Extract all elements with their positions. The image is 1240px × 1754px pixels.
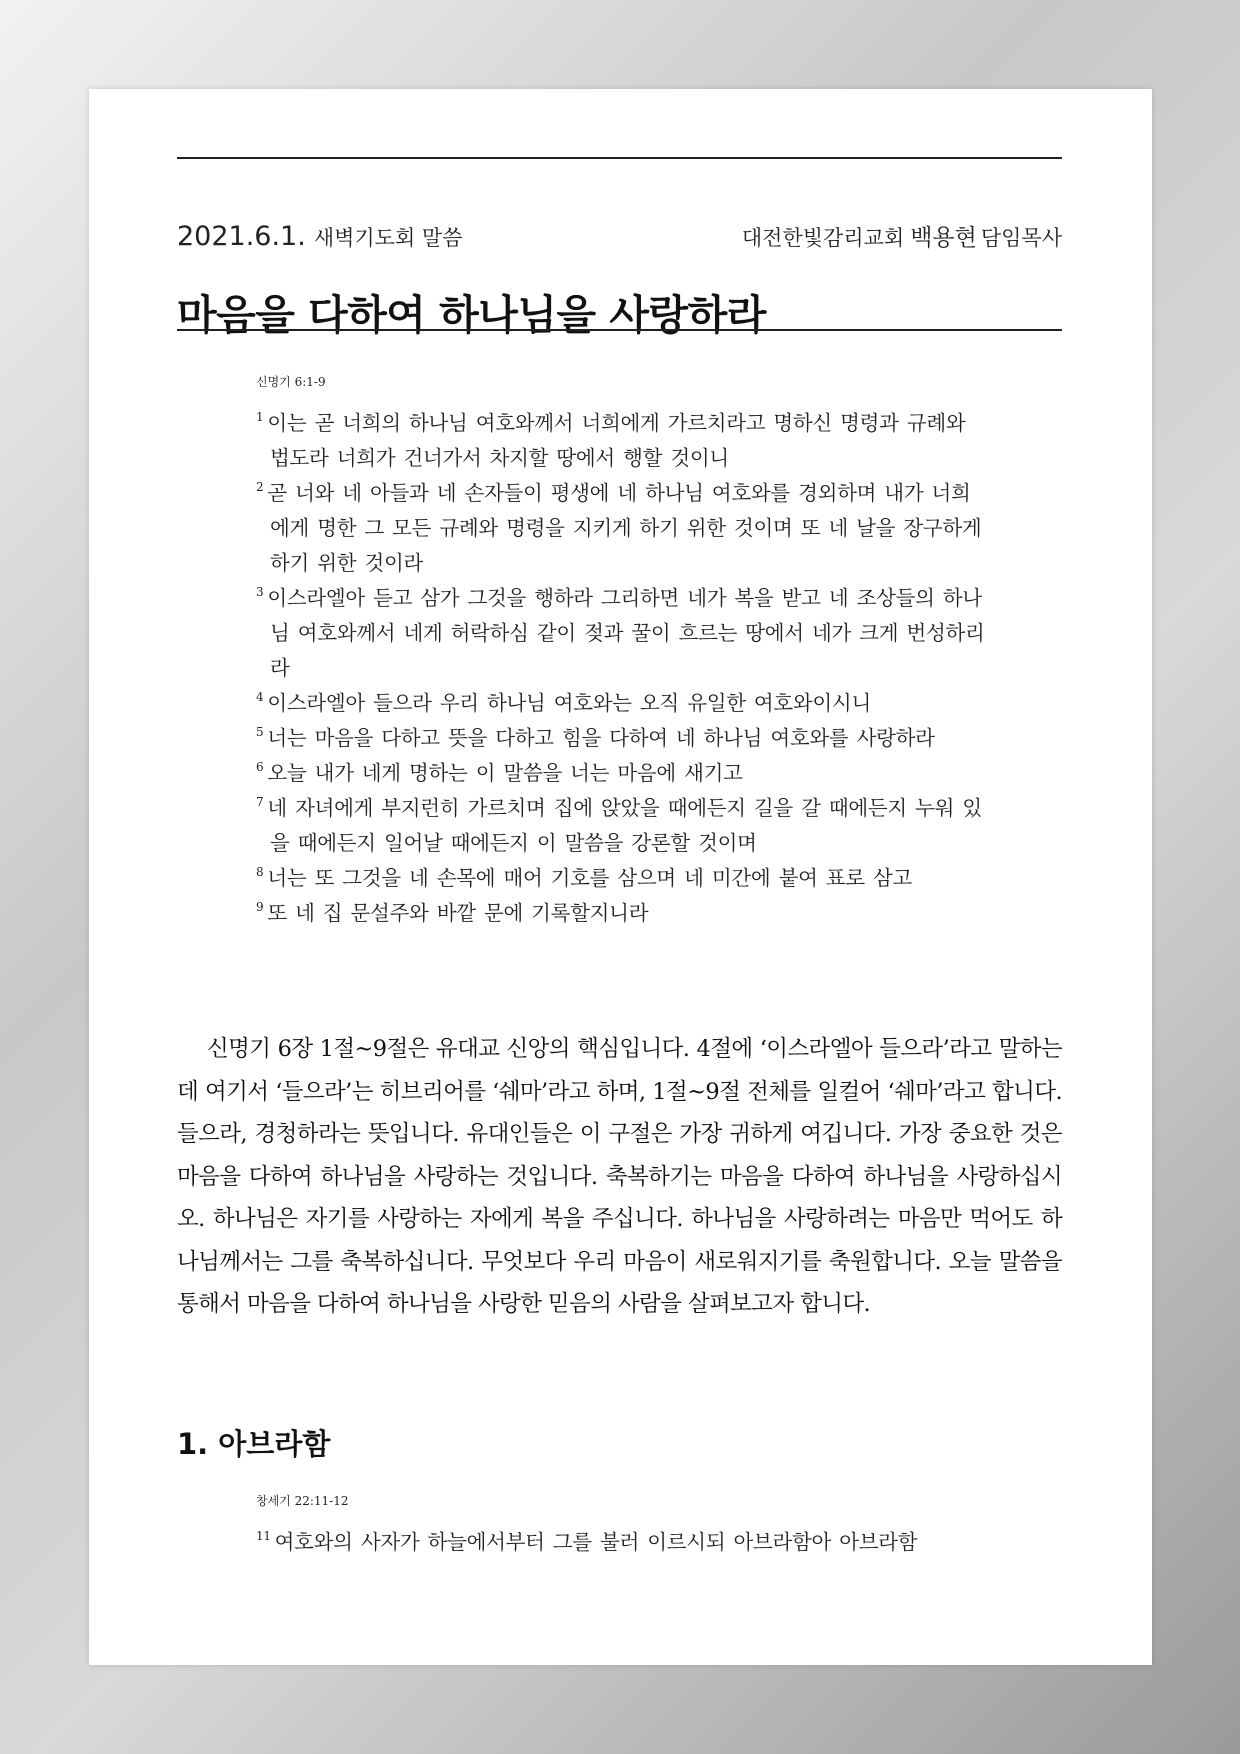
verse	[256, 1525, 986, 1560]
verse-text: 너는 또 그것을 네 손목에 매어 기호를 삼으며 네 미간에 붙여 표로 삼고	[267, 866, 913, 890]
document-page	[89, 89, 1152, 1665]
church-name: 대전한빛감리교회	[741, 226, 905, 250]
verse-text: 이스라엘아 들으라 우리 하나님 여호와는 오직 유일한 여호와이시니	[267, 691, 871, 715]
verse	[256, 721, 986, 756]
verse-number: 11	[256, 1529, 271, 1543]
verse	[256, 896, 986, 931]
verse-number: 2	[256, 480, 264, 494]
verse-list	[256, 1525, 986, 1560]
verse-number: 3	[256, 585, 264, 599]
pastor-name: 백용현	[910, 225, 977, 251]
verse	[256, 861, 986, 896]
verse	[256, 406, 986, 476]
sermon-date: 2021.6.1.	[177, 221, 306, 252]
verse-number: 7	[256, 795, 264, 809]
verse-number: 8	[256, 865, 264, 879]
scripture-reference: 신명기 6:1-9	[256, 375, 326, 389]
section-heading-abraham: 1. 아브라함	[177, 1427, 331, 1461]
verse-text: 곧 너와 네 아들과 네 손자들이 평생에 네 하나님 여호와를 경외하며 내가 너희에게 명한 그 모든 규례와 명령을 지키게 하기 위한 것이며 또 네 날을 장구하게 하기 위한 것이라	[267, 481, 982, 575]
title-rule	[177, 329, 1062, 331]
scripture-reference: 창세기 22:11-12	[256, 1494, 349, 1508]
top-rule	[177, 157, 1062, 159]
verse-text: 이스라엘아 듣고 삼가 그것을 행하라 그리하면 네가 복을 받고 네 조상들의 하나님 여호와께서 네게 허락하심 같이 젖과 꿀이 흐르는 땅에서 네가 크게 번성하리라	[267, 586, 985, 680]
verse	[256, 581, 986, 686]
verse-text: 또 네 집 문설주와 바깥 문에 기록할지니라	[267, 901, 649, 925]
verse-text: 네 자녀에게 부지런히 가르치며 집에 앉았을 때에든지 길을 갈 때에든지 누워 있을 때에든지 일어날 때에든지 이 말씀을 강론할 것이며	[267, 796, 982, 855]
service-name: 새벽기도회 말씀	[313, 226, 463, 250]
verse	[256, 686, 986, 721]
verse-list	[256, 406, 986, 931]
scripture-block-deuteronomy	[256, 373, 986, 931]
verse-text: 여호와의 사자가 하늘에서부터 그를 불러 이르시되 아브라함아 아브라함	[274, 1530, 918, 1554]
verse-text: 오늘 내가 네게 명하는 이 말씀을 너는 마음에 새기고	[267, 761, 743, 785]
verse-number: 6	[256, 760, 264, 774]
verse	[256, 756, 986, 791]
scripture-block-genesis	[256, 1492, 986, 1560]
sermon-title: 마음을 다하여 하나님을 사랑하라	[177, 291, 766, 339]
verse-number: 9	[256, 900, 264, 914]
church-pastor	[742, 219, 1062, 252]
verse	[256, 791, 986, 861]
verse-number: 1	[256, 410, 264, 424]
verse-number: 4	[256, 690, 264, 704]
intro-paragraph: 신명기 6장 1절~9절은 유대교 신앙의 핵심입니다. 4절에 ‘이스라엘아 들으라’라고 말하는데 여기서 ‘들으라’는 히브리어를 ‘쉐마’라고 하며, 1절~9절 전체를 일컬어 ‘쉐마’라고 합니다. 들으라, 경청하라는 뜻입니다. 유대인들은 이 구절은 가장 귀하게 여깁니다. 가장 중요한 것은 마음을 다하여 하나님을 사랑하는 것입니다. 축복하기는 마음을 다하여 하나님을 사랑하십시오. 하나님은 자기를 사랑하는 자에게 복을 주십니다. 하나님을 사랑하려는 마음만 먹어도 하나님께서는 그를 축복하십니다. 무엇보다 우리 마음이 새로워지기를 축원합니다. 오늘 말씀을 통해서 마음을 다하여 하나님을 사랑한 믿음의 사람을 살펴보고자 합니다.	[177, 1036, 1062, 1317]
header-meta	[177, 219, 1062, 252]
pastor-role: 담임목사	[980, 226, 1062, 250]
verse	[256, 476, 986, 581]
date-service	[177, 221, 463, 252]
verse-text: 이는 곧 너희의 하나님 여호와께서 너희에게 가르치라고 명하신 명령과 규례와 법도라 너희가 건너가서 차지할 땅에서 행할 것이니	[267, 411, 966, 470]
verse-number: 5	[256, 725, 264, 739]
verse-text: 너는 마음을 다하고 뜻을 다하고 힘을 다하여 네 하나님 여호와를 사랑하라	[267, 726, 935, 750]
